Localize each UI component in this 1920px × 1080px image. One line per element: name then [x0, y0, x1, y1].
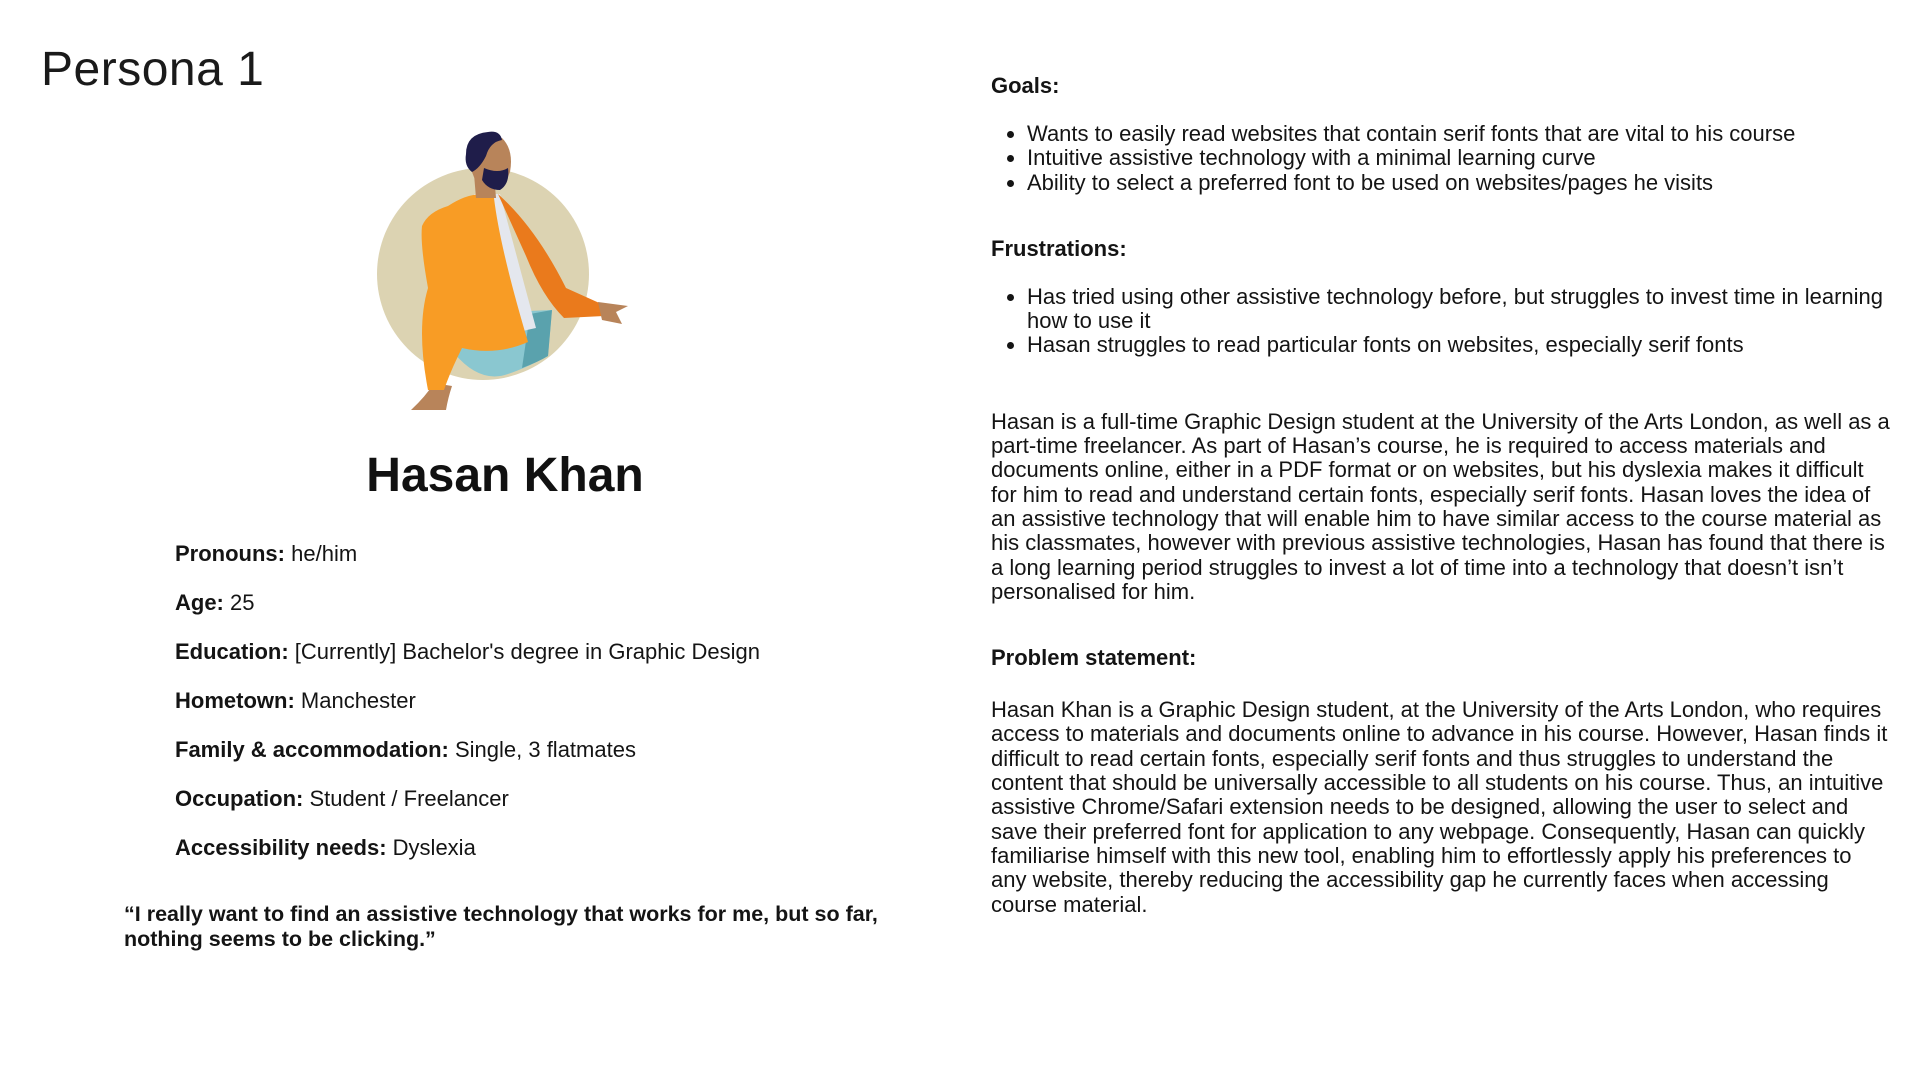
detail-pronouns [175, 540, 875, 589]
detail-value: 25 [230, 590, 255, 615]
avatar-hand [598, 302, 628, 324]
list-item: • Intuitive assistive technology with a minimal learning curve [1027, 146, 1891, 170]
detail-label: Age: [175, 590, 224, 615]
frustrations-list [991, 285, 1891, 358]
detail-value: Manchester [300, 688, 416, 713]
frustrations-heading: Frustrations: [991, 235, 1127, 261]
detail-value: Single, 3 flatmates [454, 737, 636, 762]
slide-title: Persona 1 [41, 43, 265, 96]
list-item: • Hasan struggles to read particular fonts on websites, especially serif fonts [1027, 333, 1891, 357]
persona-details [175, 540, 875, 883]
detail-occupation [175, 785, 875, 834]
problem-statement-heading: Problem statement: [991, 645, 1197, 671]
persona-bio: Hasan is a full-time Graphic Design student at the University of the Arts London, as well as a part-time freelancer. As part of Hasan’s course, he is required to access materials and documents online, either in a PDF format or on websites, but his dyslexia makes it difficult for him to read and understand certain fonts, especially serif fonts. Hasan loves the idea of an assistive technology that will enable him to have similar access to the course material as his classmates, however with previous assistive technologies, Hasan has found that there is a long learning period struggles to invest a lot of time into a technology that doesn’t isn’t personalised for him. [991, 408, 1890, 604]
detail-value: he/him [291, 541, 358, 566]
detail-label: Occupation: [175, 786, 304, 811]
goals-list [991, 122, 1891, 195]
list-item: • Wants to easily read websites that contain serif fonts that are vital to his course [1027, 122, 1891, 146]
detail-accessibility [175, 834, 875, 883]
persona-narrative [991, 72, 1891, 917]
detail-label: Pronouns: [175, 541, 285, 566]
detail-value: Student / Freelancer [309, 786, 509, 811]
persona-quote: “I really want to find an assistive technology that works for me, but so far, nothing seems to be clicking.” [124, 902, 878, 951]
detail-age [175, 589, 875, 638]
detail-value: [Currently] Bachelor's degree in Graphic Design [294, 639, 760, 664]
detail-label: Family & accommodation: [175, 737, 449, 762]
list-item: • Ability to select a preferred font to be used on websites/pages he visits [1027, 171, 1891, 195]
persona-name: Hasan Khan [366, 449, 644, 502]
detail-education [175, 638, 875, 687]
detail-label: Education: [175, 639, 289, 664]
list-item: • Has tried using other assistive technology before, but struggles to invest time in learning how to use it [1027, 285, 1891, 334]
detail-value: Dyslexia [392, 835, 476, 860]
persona-illustration-icon [376, 128, 646, 414]
detail-hometown [175, 687, 875, 736]
detail-family [175, 736, 875, 785]
problem-statement-text: Hasan Khan is a Graphic Design student, at the University of the Arts London, who requires access to materials and documents online to advance in his course. However, Hasan finds it difficult to read certain fonts, especially serif fonts and thus struggles to understand the content that should be universally accessible to all students on his course. Thus, an intuitive assistive Chrome/Safari extension needs to be designed, allowing the user to select and save their preferred font for application to any webpage. Consequently, Hasan can quickly familiarise himself with this new tool, enabling him to effortlessly apply his preferences to any website, thereby reducing the accessibility gap he currently faces when accessing course material. [991, 697, 1888, 917]
detail-label: Accessibility needs: [175, 835, 387, 860]
goals-heading: Goals: [991, 73, 1060, 98]
detail-label: Hometown: [175, 688, 295, 713]
